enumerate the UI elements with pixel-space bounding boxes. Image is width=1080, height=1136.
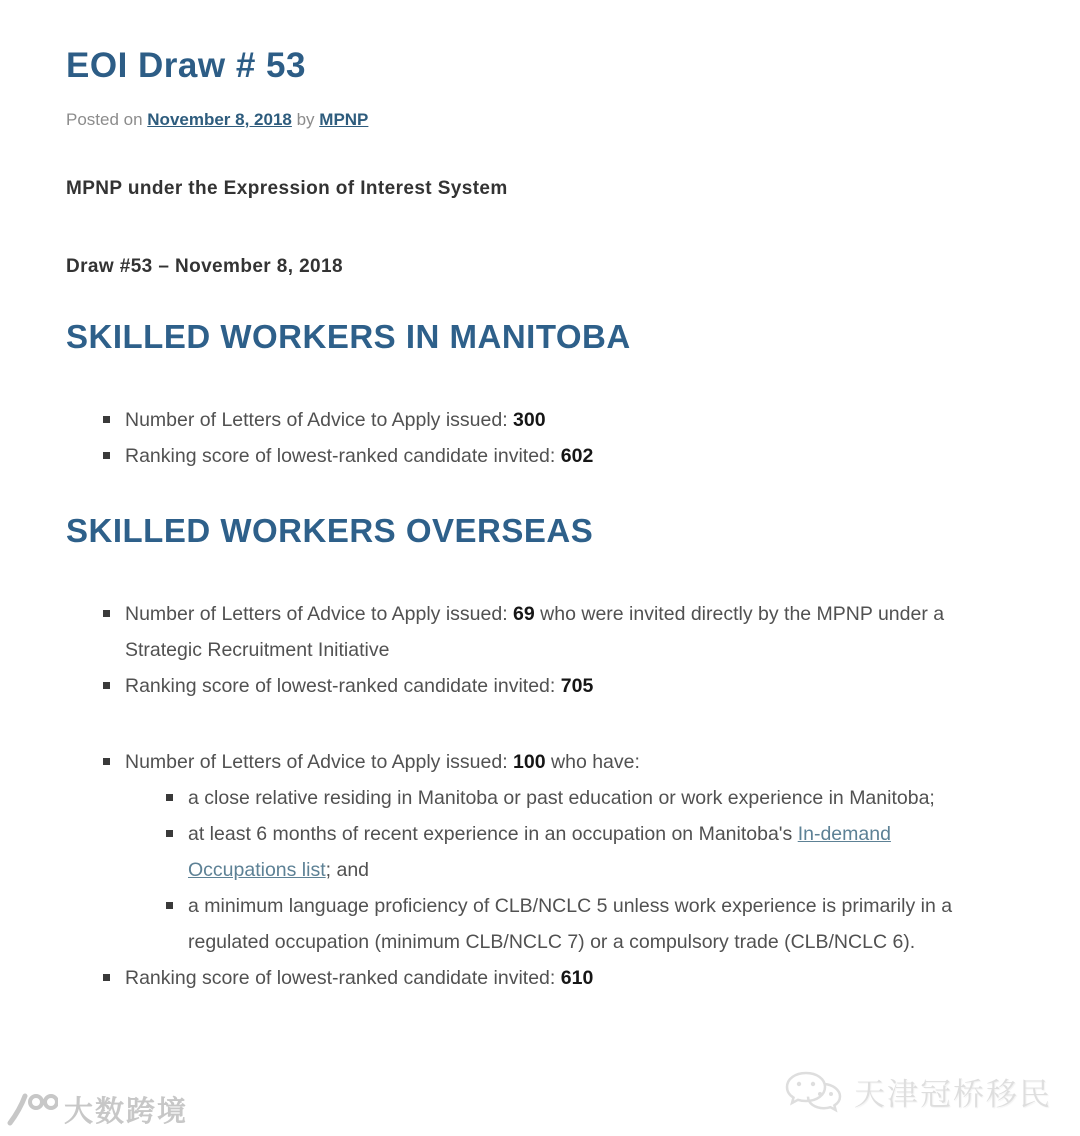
- item-suffix: ; and: [325, 859, 370, 881]
- item-text: Ranking score of lowest-ranked candidate invited:: [125, 967, 561, 989]
- item-value: 602: [560, 445, 594, 467]
- section-heading-overseas: SKILLED WORKERS OVERSEAS: [66, 512, 594, 549]
- watermark-right: [784, 1069, 1052, 1114]
- posted-prefix: Posted on: [66, 110, 148, 129]
- posted-by: by: [291, 110, 320, 129]
- dashu-logo-icon: [4, 1093, 58, 1127]
- item-suffix: who were invited directly by the MPNP under a Strategic Recruitment Initiative: [125, 603, 945, 661]
- sub-list-item: a minimum language proficiency of CLB/NCLC 5 unless work experience is primarily in a regulated occupation (minimum CLB/NCLC 7) or a compulsory trade (CLB/NCLC 6).: [188, 888, 980, 960]
- list-item: [125, 402, 980, 438]
- watermark-left-label: 大数跨境: [64, 1096, 189, 1128]
- sub-list-item: [188, 816, 980, 888]
- overseas-list-2: [66, 744, 980, 996]
- posted-author-link[interactable]: MPNP: [319, 110, 369, 129]
- wechat-icon: [784, 1070, 846, 1114]
- list-item: [125, 744, 980, 960]
- item-text: Ranking score of lowest-ranked candidate invited:: [125, 445, 561, 467]
- in-demand-occupations-link[interactable]: In-demand Occupations list: [188, 823, 891, 881]
- item-value: 610: [560, 967, 594, 989]
- watermark-right-label: 天津冠桥移民: [854, 1077, 1052, 1112]
- list-item: [125, 438, 980, 474]
- item-value: 705: [560, 675, 594, 697]
- item-text: Number of Letters of Advice to Apply issued:: [125, 751, 514, 773]
- section-heading-manitoba: SKILLED WORKERS IN MANITOBA: [66, 318, 631, 355]
- item-value: 69: [513, 603, 535, 625]
- item-text: at least 6 months of recent experience in an occupation on Manitoba's: [188, 823, 798, 845]
- overseas-sublist: [125, 780, 980, 960]
- sub-list-item: a close relative residing in Manitoba or past education or work experience in Manitoba;: [188, 780, 980, 816]
- manitoba-list: [66, 402, 980, 474]
- watermark-left: [4, 1089, 188, 1130]
- list-item: [125, 596, 980, 668]
- posted-date-link[interactable]: November 8, 2018: [147, 110, 292, 129]
- item-text: Ranking score of lowest-ranked candidate invited:: [125, 675, 561, 697]
- posted-byline: [66, 110, 980, 130]
- item-text: Number of Letters of Advice to Apply issued:: [125, 409, 514, 431]
- item-text: Number of Letters of Advice to Apply issued:: [125, 603, 514, 625]
- item-suffix: who have:: [545, 751, 640, 773]
- list-item: [125, 960, 980, 996]
- intro-line-2: Draw #53 – November 8, 2018: [66, 256, 343, 277]
- item-value: 100: [513, 751, 546, 773]
- page-title: EOI Draw # 53: [66, 46, 306, 85]
- item-value: 300: [513, 409, 546, 431]
- intro-line-1: MPNP under the Expression of Interest System: [66, 178, 508, 199]
- list-item: [125, 668, 980, 704]
- overseas-list-1: [66, 596, 980, 704]
